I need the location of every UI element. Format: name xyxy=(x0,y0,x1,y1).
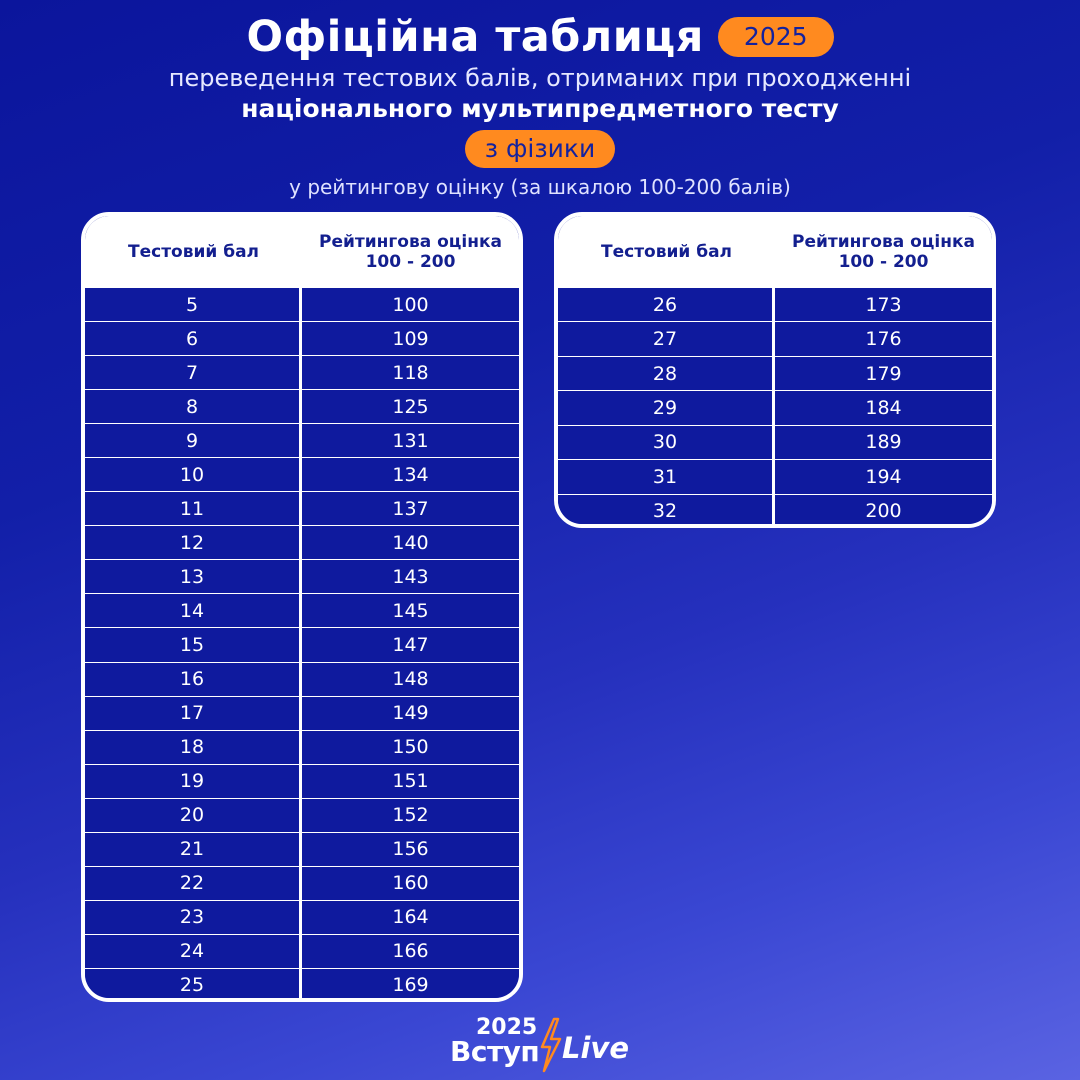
test-score-cell: 20 xyxy=(85,799,302,832)
table-row xyxy=(85,491,519,525)
test-score-cell: 22 xyxy=(85,867,302,900)
test-score-cell: 29 xyxy=(558,391,775,424)
test-score-cell: 28 xyxy=(558,357,775,390)
subtitle-line-3: у рейтингову оцінку (за шкалою 100-200 балів) xyxy=(289,175,791,199)
table-row xyxy=(85,730,519,764)
table-row xyxy=(85,968,519,1002)
col-rating-header xyxy=(775,216,992,288)
rating-score-cell: 149 xyxy=(302,697,519,730)
table-row xyxy=(85,389,519,423)
table-header xyxy=(85,216,519,288)
col-rating-header xyxy=(302,216,519,288)
test-score-cell: 27 xyxy=(558,322,775,355)
table-row xyxy=(558,288,992,321)
col-rating-header-line2: 100 - 200 xyxy=(365,252,456,272)
logo-brand: Вступ xyxy=(450,1035,540,1068)
rating-score-cell: 147 xyxy=(302,628,519,661)
rating-score-cell: 140 xyxy=(302,526,519,559)
rating-score-cell: 166 xyxy=(302,935,519,968)
rating-score-cell: 134 xyxy=(302,458,519,491)
rating-score-cell: 194 xyxy=(775,460,992,493)
table-row xyxy=(558,321,992,355)
rating-score-cell: 164 xyxy=(302,901,519,934)
col-rating-header-line2: 100 - 200 xyxy=(838,252,929,272)
subtitle-line-2: національного мультипредметного тесту xyxy=(241,94,839,123)
table-row xyxy=(558,425,992,459)
subject-wrap xyxy=(0,130,1080,168)
table-header xyxy=(558,216,992,288)
table-row xyxy=(85,321,519,355)
title-row xyxy=(0,12,1080,62)
rating-score-cell: 100 xyxy=(302,288,519,321)
test-score-cell: 19 xyxy=(85,765,302,798)
rating-score-cell: 152 xyxy=(302,799,519,832)
table-row xyxy=(85,934,519,968)
table-row xyxy=(85,355,519,389)
rating-score-cell: 131 xyxy=(302,424,519,457)
rating-score-cell: 160 xyxy=(302,867,519,900)
test-score-cell: 30 xyxy=(558,426,775,459)
subtitle-line-1: переведення тестових балів, отриманих при проходженні xyxy=(168,64,912,92)
page-title: Офіційна таблиця xyxy=(246,12,704,62)
table-row xyxy=(85,832,519,866)
rating-score-cell: 145 xyxy=(302,594,519,627)
rating-score-cell: 137 xyxy=(302,492,519,525)
test-score-cell: 7 xyxy=(85,356,302,389)
rating-score-cell: 179 xyxy=(775,357,992,390)
test-score-cell: 16 xyxy=(85,663,302,696)
test-score-cell: 15 xyxy=(85,628,302,661)
vstup-live-logo xyxy=(450,1015,640,1075)
rating-score-cell: 150 xyxy=(302,731,519,764)
table-row xyxy=(85,525,519,559)
test-score-cell: 9 xyxy=(85,424,302,457)
table-body-left xyxy=(85,288,519,1002)
test-score-cell: 18 xyxy=(85,731,302,764)
rating-score-cell: 125 xyxy=(302,390,519,423)
table-row xyxy=(85,798,519,832)
table-row xyxy=(558,494,992,528)
col-rating-header-line1: Рейтингова оцінка xyxy=(319,232,502,252)
table-row xyxy=(85,457,519,491)
rating-score-cell: 118 xyxy=(302,356,519,389)
subject-badge: з фізики xyxy=(465,130,615,168)
table-row xyxy=(85,559,519,593)
test-score-cell: 6 xyxy=(85,322,302,355)
logo-year: 2025 xyxy=(476,1015,538,1040)
rating-score-cell: 184 xyxy=(775,391,992,424)
rating-score-cell: 200 xyxy=(775,495,992,528)
year-badge: 2025 xyxy=(718,17,834,57)
table-row xyxy=(85,866,519,900)
rating-score-cell: 176 xyxy=(775,322,992,355)
rating-score-cell: 151 xyxy=(302,765,519,798)
test-score-cell: 31 xyxy=(558,460,775,493)
test-score-cell: 32 xyxy=(558,495,775,528)
table-row xyxy=(558,390,992,424)
test-score-cell: 14 xyxy=(85,594,302,627)
rating-score-cell: 156 xyxy=(302,833,519,866)
table-row xyxy=(85,900,519,934)
table-body-right xyxy=(558,288,992,528)
table-row xyxy=(85,288,519,321)
rating-score-cell: 143 xyxy=(302,560,519,593)
test-score-cell: 8 xyxy=(85,390,302,423)
test-score-cell: 24 xyxy=(85,935,302,968)
conversion-table-left xyxy=(81,212,523,1002)
test-score-cell: 5 xyxy=(85,288,302,321)
rating-score-cell: 148 xyxy=(302,663,519,696)
col-test-score-header: Тестовий бал xyxy=(600,242,733,262)
conversion-table-right xyxy=(554,212,996,528)
test-score-cell: 21 xyxy=(85,833,302,866)
table-row xyxy=(85,423,519,457)
table-row xyxy=(85,764,519,798)
table-row xyxy=(85,627,519,661)
logo-live: Live xyxy=(562,1031,629,1065)
col-test-score-header: Тестовий бал xyxy=(127,242,260,262)
test-score-cell: 26 xyxy=(558,288,775,321)
table-row xyxy=(85,662,519,696)
test-score-cell: 10 xyxy=(85,458,302,491)
rating-score-cell: 173 xyxy=(775,288,992,321)
table-row xyxy=(558,356,992,390)
test-score-cell: 17 xyxy=(85,697,302,730)
col-rating-header-line1: Рейтингова оцінка xyxy=(792,232,975,252)
table-row xyxy=(85,593,519,627)
table-row xyxy=(85,696,519,730)
test-score-cell: 12 xyxy=(85,526,302,559)
rating-score-cell: 169 xyxy=(302,969,519,1002)
table-row xyxy=(558,459,992,493)
rating-score-cell: 109 xyxy=(302,322,519,355)
test-score-cell: 23 xyxy=(85,901,302,934)
test-score-cell: 13 xyxy=(85,560,302,593)
lightning-icon xyxy=(536,1017,564,1073)
rating-score-cell: 189 xyxy=(775,426,992,459)
test-score-cell: 11 xyxy=(85,492,302,525)
test-score-cell: 25 xyxy=(85,969,302,1002)
